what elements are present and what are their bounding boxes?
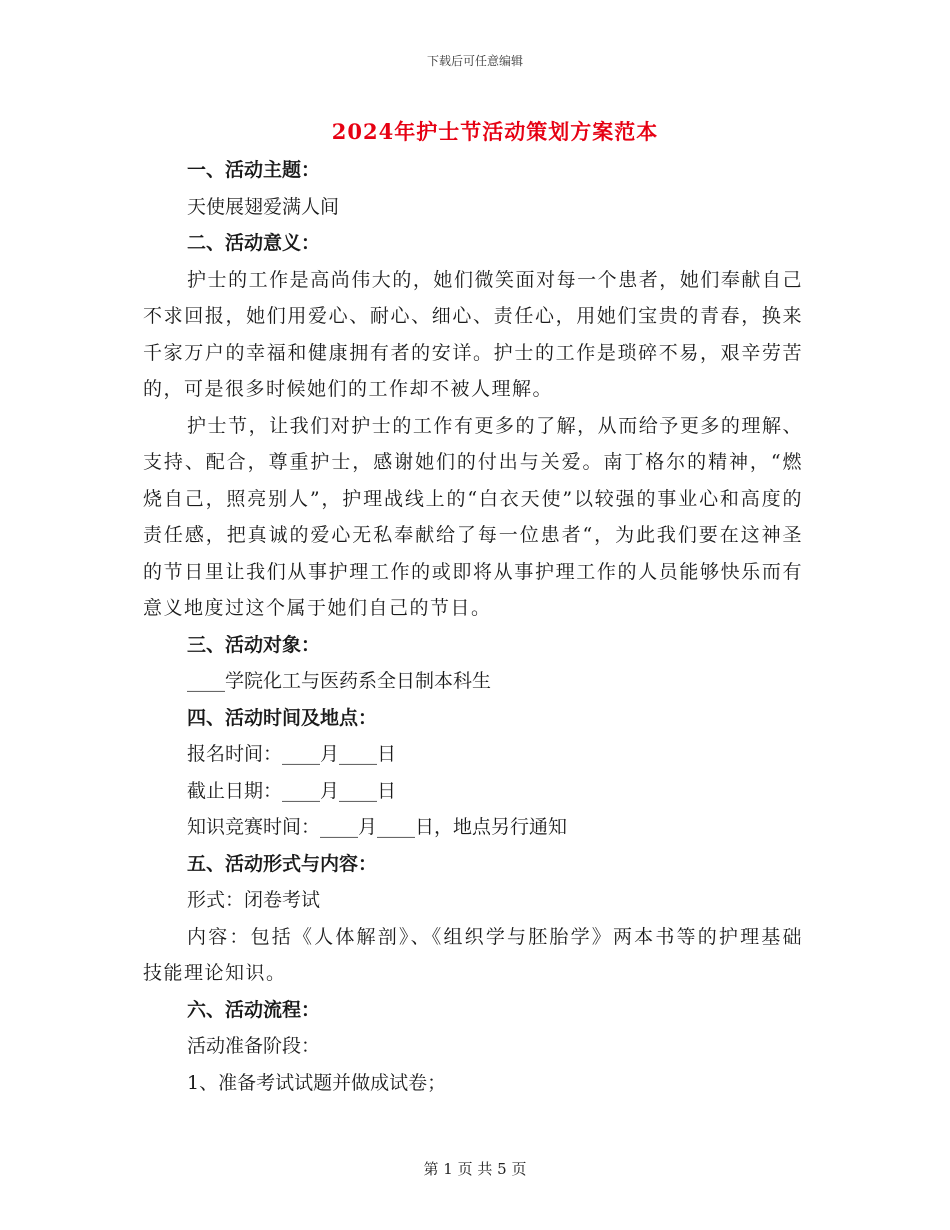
significance-paragraph-2: 护士节，让我们对护士的工作有更多的了解，从而给予更多的理解、支持、配合，尊重护士，感谢她们的付出与关爱。南丁格尔的精神，“燃烧自己，照亮别人”，护理战线上的“白衣天使”以较强的事业心和高度的责任感，把真诚的爱心无私奉献给了每一位患者“，为此我们要在这神圣的节日里让我们从事护理工作的或即将从事护理工作的人员能够快乐而有意义地度过这个属于她们自己的节日。: [143, 414, 803, 619]
section-heading-significance: 二、活动意义：: [187, 232, 321, 254]
section-heading-time-place: 四、活动时间及地点：: [187, 706, 378, 729]
page-number: 第 1 页 共 5 页: [423, 1160, 527, 1178]
document-body: [143, 152, 803, 1101]
deadline-date: 截止日期：____月____日: [187, 779, 397, 802]
audience-text: ____学院化工与医药系全日制本科生: [187, 670, 492, 692]
content-paragraph: 内容：包括《人体解剖》、《组织学与胚胎学》两本书等的护理基础技能理论知识。: [143, 925, 803, 984]
section-heading-theme: 一、活动主题：: [187, 159, 321, 181]
section-heading-format: 五、活动形式与内容：: [187, 852, 378, 875]
process-stage: 活动准备阶段：: [187, 1035, 321, 1057]
document-title: 2024年护士节活动策划方案范本: [331, 119, 659, 144]
section-heading-audience: 三、活动对象：: [187, 633, 321, 656]
significance-paragraph-1: 护士的工作是高尚伟大的，她们微笑面对每一个患者，她们奉献自己不求回报，她们用爱心、耐心、细心、责任心，用她们宝贵的青春，换来千家万户的幸福和健康拥有者的安详。护士的工作是琐碎不易，艰辛劳苦的，可是很多时候她们的工作却不被人理解。: [143, 268, 803, 400]
process-step-1: 1、准备考试试题并做成试卷；: [187, 1071, 447, 1094]
theme-text: 天使展翅爱满人间: [187, 195, 340, 218]
section-heading-process: 六、活动流程：: [187, 998, 321, 1021]
contest-time: 知识竞赛时间：____月____日，地点另行通知: [187, 816, 568, 838]
format-text: 形式：闭卷考试: [187, 889, 321, 911]
registration-time: 报名时间：____月____日: [187, 743, 397, 765]
header-note: 下载后可任意编辑: [426, 54, 523, 68]
